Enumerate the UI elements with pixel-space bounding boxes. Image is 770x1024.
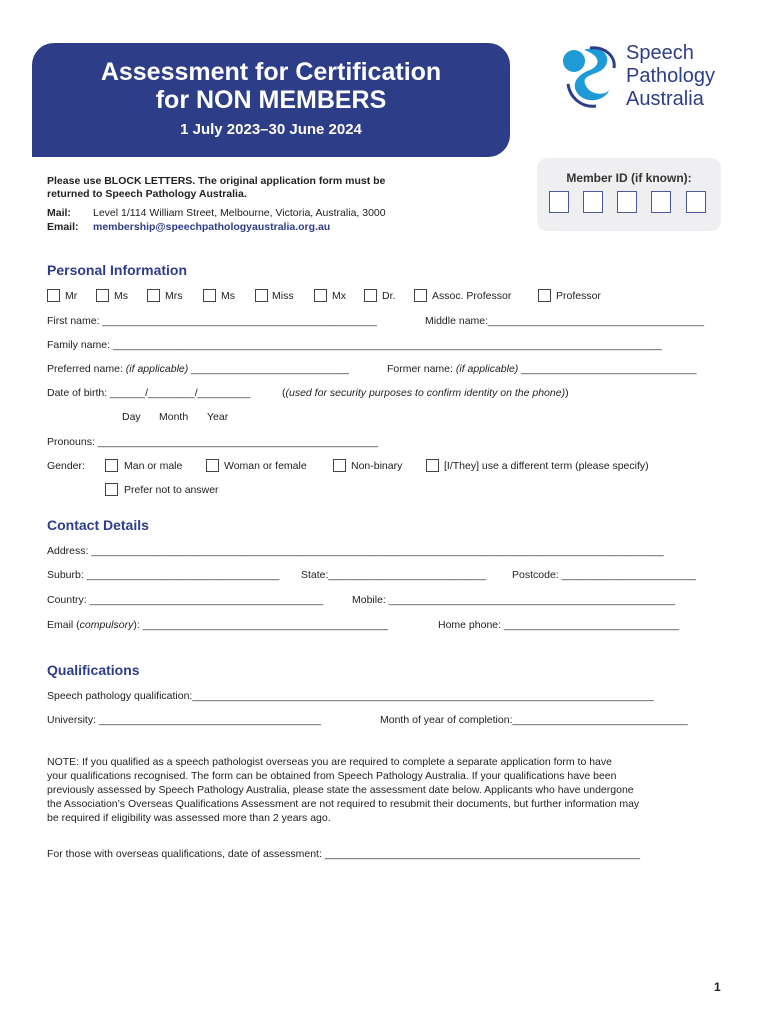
university-field[interactable]: University: ______________________________________: [47, 714, 321, 726]
logo-wordmark: Speech Pathology Australia: [626, 42, 715, 110]
title-line-2: for NON MEMBERS: [155, 86, 387, 114]
dob-year-label: Year: [207, 411, 229, 423]
title-line-1: Assessment for Certification: [100, 58, 442, 86]
title-label-miss: Miss: [272, 290, 294, 302]
contact-details-heading: Contact Details: [47, 517, 149, 533]
title-label-ms: Ms: [114, 290, 128, 302]
mail-label: Mail:: [47, 207, 71, 219]
title-checkbox-mr[interactable]: [47, 289, 60, 302]
country-field[interactable]: Country: ________________________________________: [47, 594, 324, 606]
qualification-field[interactable]: Speech pathology qualification:_______________________________________________________________________________: [47, 690, 654, 702]
title-label-mrs: Mrs: [165, 290, 183, 302]
member-id-digit-5[interactable]: [686, 191, 706, 213]
gender-checkbox-non-binary[interactable]: [333, 459, 346, 472]
instruction-line-2: returned to Speech Pathology Australia.: [47, 188, 247, 200]
gender-checkbox-man[interactable]: [105, 459, 118, 472]
member-id-digit-4[interactable]: [651, 191, 671, 213]
title-checkbox-mx[interactable]: [314, 289, 327, 302]
preferred-name-field[interactable]: Preferred name: (if applicable) ___________________________: [47, 363, 349, 375]
member-id-label: Member ID (if known):: [566, 171, 692, 185]
gender-label-man: Man or male: [124, 460, 183, 472]
state-field[interactable]: State:___________________________: [301, 569, 487, 581]
page-title: [32, 58, 510, 114]
title-label-ms-2: Ms: [221, 290, 235, 302]
page-number: 1: [714, 980, 721, 994]
mobile-field[interactable]: Mobile: _________________________________________________: [352, 594, 675, 606]
gender-label-non-binary: Non-binary: [351, 460, 403, 472]
first-name-field[interactable]: First name: _______________________________________________: [47, 315, 377, 327]
gender-label-prefer-not: Prefer not to answer: [124, 484, 219, 496]
former-name-field[interactable]: Former name: (if applicable) ______________________________: [387, 363, 697, 375]
spa-logo-icon: [560, 44, 622, 110]
email-field[interactable]: Email (compulsory): __________________________________________: [47, 619, 388, 631]
mail-address: Level 1/114 William Street, Melbourne, Victoria, Australia, 3000: [93, 207, 386, 219]
title-checkbox-ms-2[interactable]: [203, 289, 216, 302]
title-label-dr: Dr.: [382, 290, 396, 302]
title-label-mx: Mx: [332, 290, 346, 302]
dob-day-label: Day: [122, 411, 141, 423]
gender-label-different-term: [I/They] use a different term (please specify): [444, 460, 649, 472]
member-id-digit-1[interactable]: [549, 191, 569, 213]
date-range: 1 July 2023–30 June 2024: [180, 121, 362, 138]
overseas-assessment-date-field[interactable]: For those with overseas qualifications, date of assessment: ______________________________________________________: [47, 848, 641, 860]
completion-date-field[interactable]: Month of year of completion:______________________________: [380, 714, 688, 726]
gender-checkbox-woman[interactable]: [206, 459, 219, 472]
middle-name-field[interactable]: Middle name:_____________________________________: [425, 315, 705, 327]
gender-label: Gender:: [47, 460, 85, 472]
member-id-digit-2[interactable]: [583, 191, 603, 213]
title-checkbox-miss[interactable]: [255, 289, 268, 302]
email-label: Email:: [47, 221, 79, 233]
title-checkbox-dr[interactable]: [364, 289, 377, 302]
personal-info-heading: Personal Information: [47, 262, 188, 278]
qualifications-heading: Qualifications: [47, 662, 140, 678]
title-checkbox-mrs[interactable]: [147, 289, 160, 302]
family-name-field[interactable]: Family name: ______________________________________________________________________________________________: [47, 339, 662, 351]
gender-checkbox-prefer-not[interactable]: [105, 483, 118, 496]
title-checkbox-assoc-professor[interactable]: [414, 289, 427, 302]
title-label-assoc-professor: Assoc. Professor: [432, 290, 512, 302]
title-label-mr: Mr: [65, 290, 78, 302]
gender-label-woman: Woman or female: [224, 460, 307, 472]
title-checkbox-professor[interactable]: [538, 289, 551, 302]
postcode-field[interactable]: Postcode: _______________________: [512, 569, 696, 581]
overseas-note: NOTE: If you qualified as a speech pathologist overseas you are required to complete a separate application form to have your qualifications recognised. The form can be obtained from Speech Pathology Australia. If your qualifications have been previously assessed by Speech Pathology Australia, please state the assessment date below. Applicants who have undergone the Association’s Overseas Qualifications Assessment are not required to resubmit their documents, but further information may be required if eligibility was assessed more than 2 years ago.: [47, 756, 640, 824]
title-checkbox-ms[interactable]: [96, 289, 109, 302]
date-of-birth-field[interactable]: Date of birth: ______/________/_________: [47, 387, 251, 399]
pronouns-field[interactable]: Pronouns: ________________________________________________: [47, 436, 379, 448]
address-field[interactable]: Address: __________________________________________________________________________________________________: [47, 545, 664, 557]
instruction-line-1: Please use BLOCK LETTERS. The original application form must be: [47, 175, 386, 187]
title-label-professor: Professor: [556, 290, 601, 302]
dob-note: ((used for security purposes to confirm identity on the phone)): [282, 387, 569, 399]
home-phone-field[interactable]: Home phone: ______________________________: [438, 619, 680, 631]
dob-month-label: Month: [159, 411, 189, 423]
member-id-digit-3[interactable]: [617, 191, 637, 213]
membership-email-link[interactable]: membership@speechpathologyaustralia.org.au: [93, 221, 331, 233]
gender-checkbox-different-term[interactable]: [426, 459, 439, 472]
suburb-field[interactable]: Suburb: _________________________________: [47, 569, 280, 581]
